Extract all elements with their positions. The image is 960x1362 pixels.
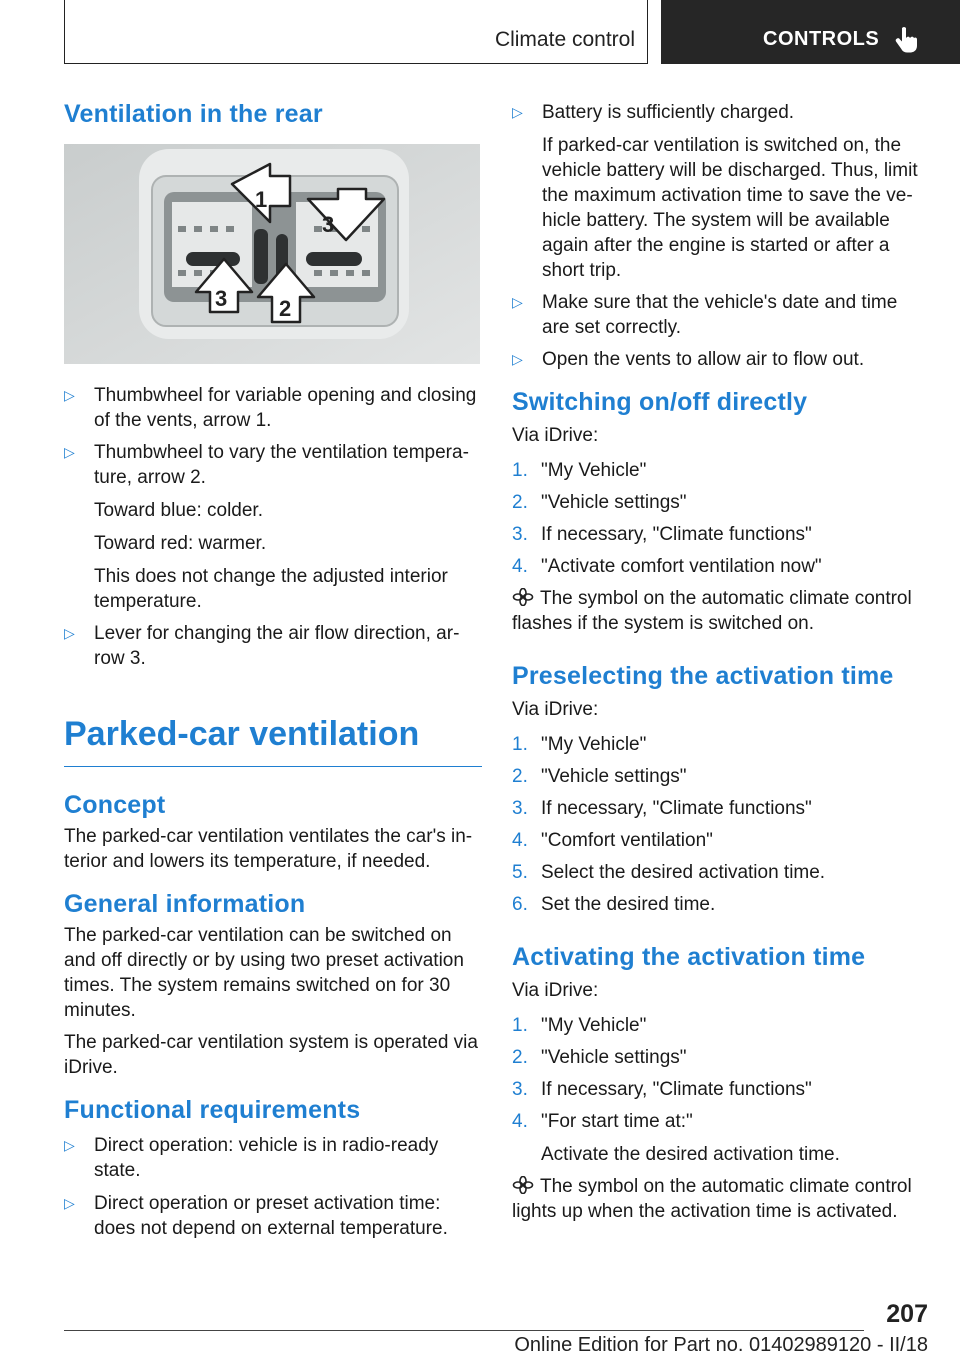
list-item-text: "Vehicle settings" xyxy=(541,766,687,787)
footer-divider xyxy=(64,1330,864,1331)
heading-activating: Activating the activation time xyxy=(512,943,866,971)
general-text-2: The parked-car ventilation system is operated via iDrive. xyxy=(64,1032,478,1078)
note-text: The symbol on the automatic climate control lights up when the activation time is activated. xyxy=(512,1176,912,1222)
general-text-1: The parked-car ventilation can be switched on and off directly or by using two preset activation times. The system remains switched on for 30 minutes. xyxy=(64,925,464,1021)
triangle-bullet-icon: ▷ xyxy=(512,294,523,310)
header-section-title: Climate control xyxy=(494,28,635,51)
figure-label-3a: 3 xyxy=(322,212,335,237)
right-column xyxy=(512,100,922,1224)
switching-steps xyxy=(512,458,922,579)
list-item: 4. "Activate comfort ventilation now" xyxy=(512,556,822,577)
list-item-text: Direct operation or preset activation time: does not depend on external temperature. xyxy=(94,1193,448,1239)
list-item-text: Lever for changing the air flow direction, ar-row 3. xyxy=(94,623,460,669)
triangle-bullet-icon: ▷ xyxy=(512,351,523,367)
fan-icon xyxy=(512,1176,534,1194)
list-item xyxy=(64,383,482,433)
requirements-list-continued xyxy=(512,100,922,372)
header-chapter-tab xyxy=(661,0,960,64)
list-item: 1. "My Vehicle" xyxy=(512,460,647,481)
pointing-hand-icon xyxy=(894,26,920,54)
list-sub-text: If parked-car ventilation is switched on, the vehicle battery will be discharged. Thus, limit the maximum activation time to save the ve-hicle battery. The system will be available again after the engine is started or after a short trip. xyxy=(542,135,918,281)
footer-edition: Online Edition for Part no. 01402989120 - II/18 xyxy=(514,1334,928,1356)
heading-switching-directly: Switching on/off directly xyxy=(512,388,808,416)
note-text: The symbol on the automatic climate control flashes if the system is switched on. xyxy=(512,588,912,634)
list-item: 2. "Vehicle settings" xyxy=(512,1047,687,1068)
triangle-bullet-icon: ▷ xyxy=(64,387,75,403)
list-item-text: "My Vehicle" xyxy=(541,460,647,481)
list-item-text: "Vehicle settings" xyxy=(541,492,687,513)
heading-ventilation-rear: Ventilation in the rear xyxy=(64,100,323,128)
list-item-text: "My Vehicle" xyxy=(541,1015,647,1036)
via-idrive-text: Via iDrive: xyxy=(512,699,599,720)
list-item xyxy=(512,100,922,283)
concept-text: The parked-car ventilation ventilates the car's in-terior and lowers its temperature, if needed. xyxy=(64,826,473,872)
list-item xyxy=(64,1191,482,1241)
list-item: 1. "My Vehicle" xyxy=(512,734,647,755)
list-item: 3. If necessary, "Climate functions" xyxy=(512,1079,812,1100)
list-item xyxy=(64,621,482,671)
list-item: 4. "Comfort ventilation" xyxy=(512,830,713,851)
triangle-bullet-icon: ▷ xyxy=(64,444,75,460)
list-item-text: "My Vehicle" xyxy=(541,734,647,755)
list-item xyxy=(64,1133,482,1183)
heading-preselecting: Preselecting the activation time xyxy=(512,662,894,690)
list-item-text: Make sure that the vehicle's date and time are set correctly. xyxy=(542,292,898,338)
via-idrive-text: Via iDrive: xyxy=(512,980,599,1001)
list-item xyxy=(512,347,922,372)
title-divider xyxy=(64,766,482,767)
list-sub-text: Activate the desired activation time. xyxy=(541,1144,840,1165)
requirements-list xyxy=(64,1133,482,1241)
list-item: 2. "Vehicle settings" xyxy=(512,766,687,787)
page-number: 207 xyxy=(886,1300,928,1328)
list-item-text: Select the desired activation time. xyxy=(541,862,826,883)
heading-concept: Concept xyxy=(64,791,166,819)
list-item: 6. Set the desired time. xyxy=(512,894,716,915)
figure-label-2: 2 xyxy=(279,296,292,321)
list-item-text: Open the vents to allow air to flow out. xyxy=(542,349,865,370)
list-sub-text: Toward red: warmer. xyxy=(94,533,267,554)
list-sub-text: Toward blue: colder. xyxy=(94,500,263,521)
list-item-text: Set the desired time. xyxy=(541,894,716,915)
triangle-bullet-icon: ▷ xyxy=(64,625,75,641)
vent-list xyxy=(64,383,482,671)
list-item-text: If necessary, "Climate functions" xyxy=(541,524,812,545)
activating-note xyxy=(512,1174,922,1224)
triangle-bullet-icon: ▷ xyxy=(64,1137,75,1153)
figure-label-3b: 3 xyxy=(215,286,228,311)
list-item-text: "Comfort ventilation" xyxy=(541,830,713,851)
header-chapter-title: CONTROLS xyxy=(763,28,880,50)
list-item-text: Thumbwheel for variable opening and closing of the vents, arrow 1. xyxy=(94,385,477,431)
switching-note xyxy=(512,586,922,636)
triangle-bullet-icon: ▷ xyxy=(512,104,523,120)
preselecting-steps xyxy=(512,732,922,917)
list-item-text: Direct operation: vehicle is in radio-ready state. xyxy=(94,1135,439,1181)
list-item-text: "For start time at:" xyxy=(541,1111,693,1132)
list-item-text: If necessary, "Climate functions" xyxy=(541,798,812,819)
triangle-bullet-icon: ▷ xyxy=(64,1195,75,1211)
list-sub-text: This does not change the adjusted interior temperature. xyxy=(94,566,448,612)
heading-general-information: General information xyxy=(64,890,306,918)
list-item: 3. If necessary, "Climate functions" xyxy=(512,798,812,819)
via-idrive-text: Via iDrive: xyxy=(512,425,599,446)
figure-label-1: 1 xyxy=(255,187,268,212)
list-item xyxy=(512,290,922,340)
list-item: 4. "For start time at:" Activate the desired activation time. xyxy=(512,1109,922,1167)
list-item: 5. Select the desired activation time. xyxy=(512,862,826,883)
chapter-title-parked-car: Parked-car ventilation xyxy=(64,715,420,753)
list-item: 1. "My Vehicle" xyxy=(512,1015,647,1036)
left-column xyxy=(64,100,482,1241)
list-item-text: Battery is sufficiently charged. xyxy=(542,102,795,123)
list-item xyxy=(64,440,482,614)
list-item: 3. If necessary, "Climate functions" xyxy=(512,524,812,545)
list-item-text: If necessary, "Climate functions" xyxy=(541,1079,812,1100)
list-item-text: Thumbwheel to vary the ventilation tempera-ture, arrow 2. xyxy=(94,442,469,488)
fan-icon xyxy=(512,588,534,606)
rear-vent-illustration xyxy=(64,144,480,364)
list-item-text: "Activate comfort ventilation now" xyxy=(541,556,822,577)
list-item-text: "Vehicle settings" xyxy=(541,1047,687,1068)
activating-steps xyxy=(512,1013,922,1167)
list-item: 2. "Vehicle settings" xyxy=(512,492,687,513)
heading-functional-requirements: Functional requirements xyxy=(64,1096,361,1124)
